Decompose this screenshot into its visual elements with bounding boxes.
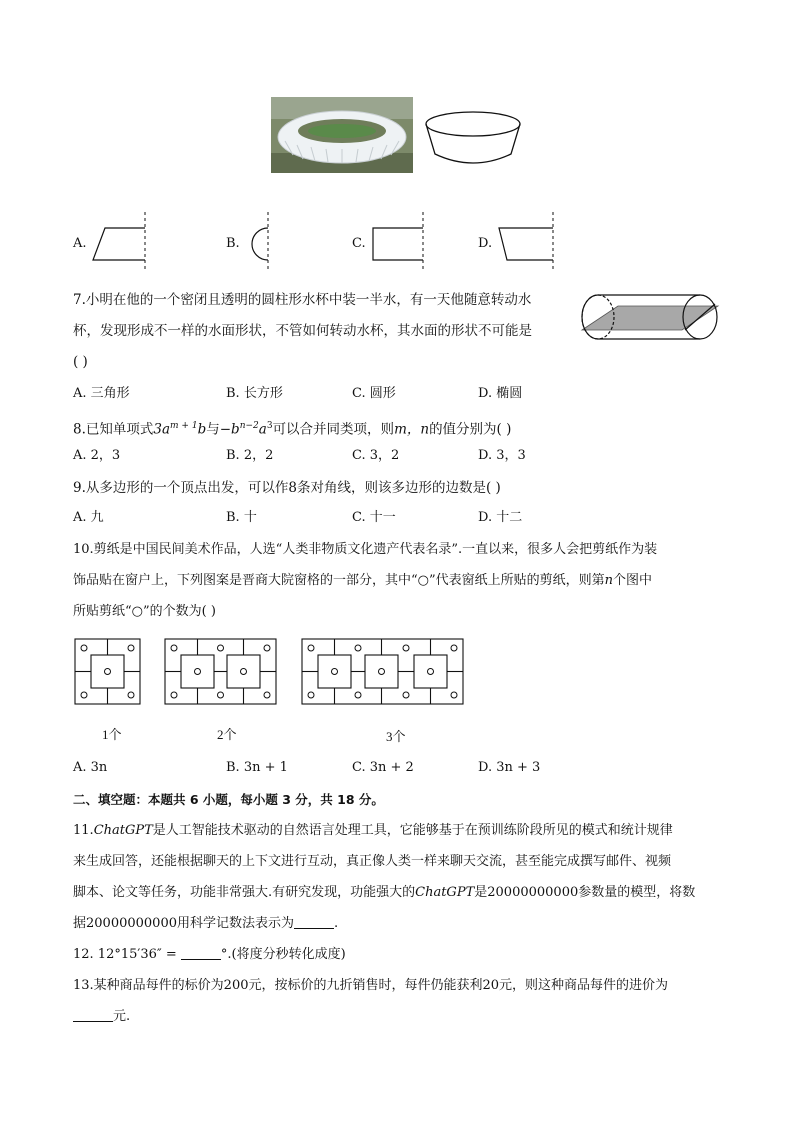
stadium-photo	[271, 97, 413, 173]
q8-option-d[interactable]: D. 3，3	[478, 448, 526, 463]
q10-line-3: 所贴剪纸“○”的个数为( )	[73, 604, 216, 619]
q6-option-c-label[interactable]: C.	[352, 236, 366, 251]
q8-option-a[interactable]: A. 2，3	[73, 448, 121, 463]
window-pattern-2	[164, 638, 278, 706]
q11-line-3: 脚本、论文等任务，功能非常强大.有研究发现，功能强大的ChatGPT是20000000000参数量的模型，将数	[73, 885, 696, 900]
q9-stem: 9.从多边形的一个顶点出发，可以作8条对角线，则该多边形的边数是( )	[73, 480, 501, 496]
q10-line-2: 饰品贴在窗户上，下列图案是晋商大院窗格的一部分，其中“○”代表窗纸上所贴的剪纸，则第n个图中	[73, 573, 653, 588]
q10-option-b[interactable]: B. 3n + 1	[226, 760, 288, 775]
q7-line-1: 7.小明在他的一个密闭且透明的圆柱形水杯中装一半水，有一天他随意转动水	[73, 292, 532, 308]
q13-line-1: 13.某种商品每件的标价为200元，按标价的九折销售时，每件仍能获利20元，则这种商品每件的进价为	[73, 978, 669, 993]
q6-option-d-shape[interactable]	[495, 210, 559, 272]
window-pattern-1	[74, 638, 142, 706]
q6-option-b-shape[interactable]	[243, 210, 283, 272]
q9-option-b[interactable]: B. 十	[226, 510, 257, 525]
q8-option-c[interactable]: C. 3，2	[352, 448, 400, 463]
q13-line-2: 元.	[73, 1007, 130, 1027]
q10-option-d[interactable]: D. 3n + 3	[478, 760, 541, 775]
q9-option-d[interactable]: D. 十二	[478, 510, 523, 525]
frustum-figure	[425, 110, 525, 168]
q10-option-a[interactable]: A. 3n	[73, 760, 108, 775]
q6-option-c-shape[interactable]	[369, 210, 429, 272]
q6-option-d-label[interactable]: D.	[478, 236, 493, 251]
q6-option-a-shape[interactable]	[90, 210, 150, 272]
q7-option-b[interactable]: B. 长方形	[226, 386, 283, 401]
pattern-1-caption: 1个	[102, 727, 122, 742]
q12-answer-blank[interactable]	[181, 945, 221, 960]
window-pattern-3	[301, 638, 465, 706]
q6-option-a-label[interactable]: A.	[73, 236, 87, 251]
q6-option-b-label[interactable]: B.	[226, 236, 240, 251]
q7-line-3: ( )	[73, 354, 88, 370]
q11-line-4: 据20000000000用科学记数法表示为 .	[73, 916, 339, 931]
pattern-3-caption: 3个	[386, 729, 406, 744]
q7-line-2: 杯，发现形成不一样的水面形状，不管如何转动水杯，其水面的形状不可能是	[73, 323, 532, 339]
q11-answer-blank[interactable]	[294, 914, 334, 929]
q13-answer-blank[interactable]	[73, 1007, 113, 1022]
q9-option-c[interactable]: C. 十一	[352, 510, 396, 525]
q12-line: 12. 12°15′36″ = °.(将度分秒转化成度)	[73, 947, 346, 962]
q7-option-d[interactable]: D. 椭圆	[478, 386, 523, 401]
q11-line-1: 11.ChatGPT是人工智能技术驱动的自然语言处理工具，它能够基于在预训练阶段所见的模式和统计规律	[73, 823, 673, 838]
q11-line-2: 来生成回答，还能根据聊天的上下文进行互动，真正像人类一样来聊天交流，甚至能完成撰写邮件、视频	[73, 854, 672, 869]
q8-option-b[interactable]: B. 2，2	[226, 448, 274, 463]
section-2-title: 二、填空题：本题共 6 小题，每小题 3 分，共 18 分。	[73, 792, 384, 807]
cylinder-cup-figure	[578, 292, 723, 342]
q9-option-a[interactable]: A. 九	[73, 510, 104, 525]
q7-option-a[interactable]: A. 三角形	[73, 386, 130, 401]
q10-option-c[interactable]: C. 3n + 2	[352, 760, 414, 775]
q8-stem: 8.已知单项式$3a^{m + 1}b$与$-b^{n-2}a^3$可以合并同类项，则m，n的值分别为( )	[73, 421, 512, 438]
pattern-2-caption: 2个	[217, 727, 237, 742]
q7-option-c[interactable]: C. 圆形	[352, 386, 396, 401]
q10-line-1: 10.剪纸是中国民间美术作品，人选“人类非物质文化遗产代表名录”.一直以来，很多人会把剪纸作为装	[73, 542, 658, 557]
